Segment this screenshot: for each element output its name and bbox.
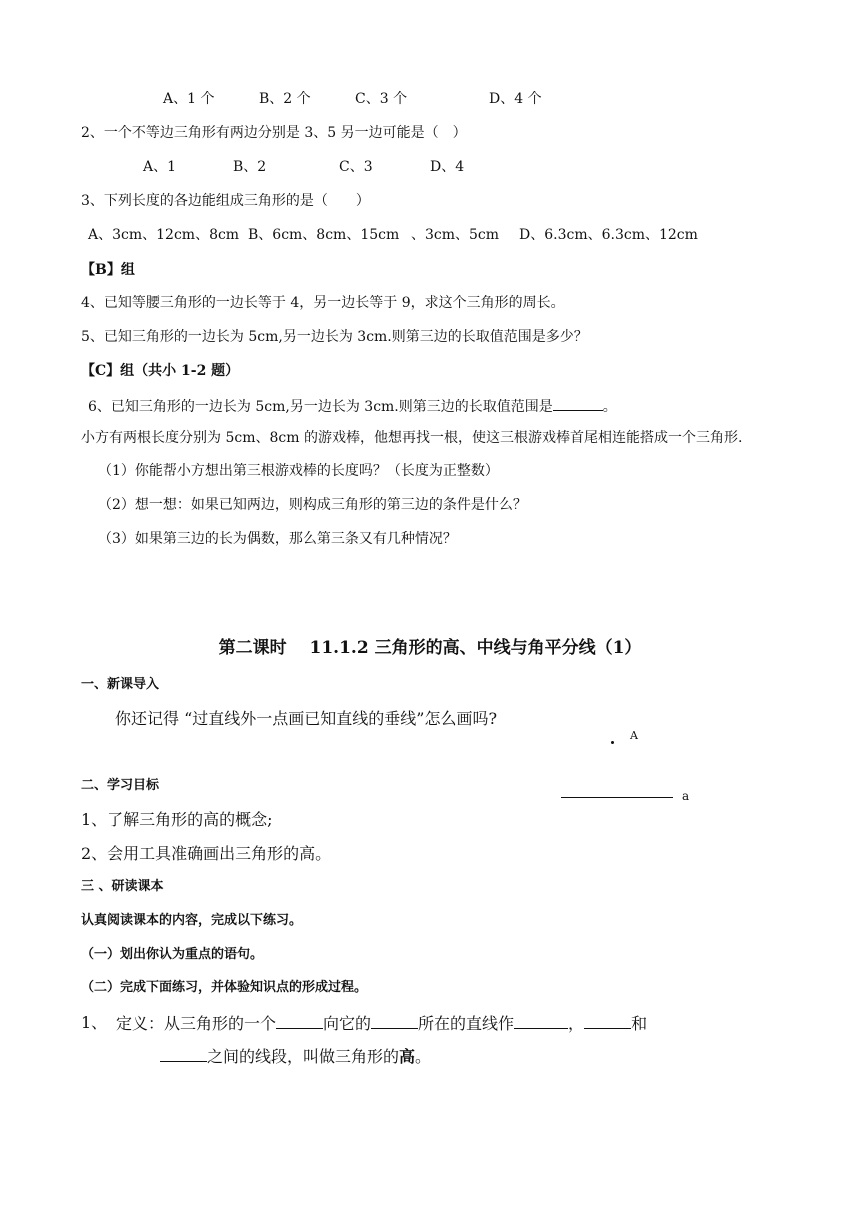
question-2: 2、一个不等边三角形有两边分别是 3、5 另一边可能是（ ） [81, 125, 467, 141]
group-b-heading: 【B】组 [81, 262, 135, 278]
blank-1 [276, 1013, 323, 1029]
option-d: D、4 [430, 159, 465, 175]
section-3-heading: 三 、研读课本 [81, 879, 164, 894]
option-b: B、6cm、8cm、15cm [248, 227, 400, 243]
question-7-sub2: （2）想一想：如果已知两边，则构成三角形的第三边的条件是什么？ [98, 497, 527, 513]
definition-text: 和 [631, 1014, 648, 1033]
section-3-step-1: （一）划出你认为重点的语句。 [81, 947, 264, 962]
goal-2: 2、会用工具准确画出三角形的高。 [81, 844, 332, 863]
blank-5 [160, 1046, 207, 1062]
definition-text: 之间的线段，叫做三角形的 [207, 1047, 400, 1066]
question-3: 3、下列长度的各边能组成三角形的是（ ） [81, 193, 370, 209]
question-7-sub3: （3）如果第三边的长为偶数，那么第三条又有几种情况？ [98, 531, 457, 547]
section-1-heading: 一、新课导入 [81, 677, 160, 692]
section-3-step-2: （二）完成下面练习，并体验知识点的形成过程。 [81, 980, 368, 995]
option-c: 、3cm、5cm [411, 227, 500, 243]
question-4: 4、已知等腰三角形的一边长等于 4，另一边长等于 9，求这个三角形的周长。 [81, 295, 565, 311]
q1-options [163, 89, 542, 109]
option-c: C、3 个 [355, 91, 408, 107]
answer-blank [553, 395, 603, 411]
blank-2 [371, 1013, 418, 1029]
option-a: A、1 [143, 159, 177, 175]
q6-text: 6、已知三角形的一边长为 5cm,另一边长为 3cm.则第三边的长取值范围是 [88, 399, 553, 415]
definition-number: 1、 [81, 1013, 108, 1032]
question-6 [88, 395, 617, 417]
point-a-dot [611, 741, 614, 744]
definition-text: 向它的 [323, 1014, 372, 1033]
definition-text: 所在的直线作 [418, 1014, 515, 1033]
option-a: A、1 个 [163, 91, 215, 107]
definition-line-2 [160, 1046, 431, 1067]
definition-end: 。 [415, 1047, 432, 1066]
q6-end: 。 [602, 399, 617, 415]
option-d: D、4 个 [489, 91, 542, 107]
goal-1: 1、了解三角形的高的概念; [81, 810, 273, 829]
definition-text: 定义：从三角形的一个 [116, 1014, 277, 1033]
blank-4 [584, 1013, 631, 1029]
option-b: B、2 个 [259, 91, 311, 107]
q3-options [88, 225, 698, 245]
option-d: D、6.3cm、6.3cm、12cm [519, 227, 698, 243]
question-7: 小方有两根长度分别为 5cm、8cm 的游戏棒，他想再找一根，使这三根游戏棒首尾相连能搭成一个三角形. [81, 430, 743, 446]
lesson-title: 第二课时 11.1.2 三角形的高、中线与角平分线（1） [218, 638, 642, 658]
point-a-label: A [630, 729, 638, 742]
question-7-sub1: （1）你能帮小方想出第三根游戏棒的长度吗？（长度为正整数） [98, 463, 499, 479]
line-a [561, 797, 673, 798]
group-c-heading: 【C】组（共小 1-2 题） [81, 363, 240, 379]
definition-line-1 [116, 1013, 647, 1034]
section-3-instruction: 认真阅读课本的内容，完成以下练习。 [81, 913, 303, 928]
line-a-label: a [682, 789, 690, 803]
option-a: A、3cm、12cm、8cm [88, 227, 240, 243]
definition-text: ， [568, 1014, 585, 1033]
question-5: 5、已知三角形的一边长为 5cm,另一边长为 3cm.则第三边的长取值范围是多少？ [81, 329, 588, 345]
option-b: B、2 [233, 159, 267, 175]
blank-3 [514, 1013, 568, 1029]
definition-term: 高 [399, 1047, 416, 1066]
q2-options [143, 157, 464, 177]
section-1-text: 你还记得 “过直线外一点画已知直线的垂线”怎么画吗? [115, 709, 498, 728]
section-2-heading: 二、学习目标 [81, 778, 160, 793]
option-c: C、3 [339, 159, 373, 175]
